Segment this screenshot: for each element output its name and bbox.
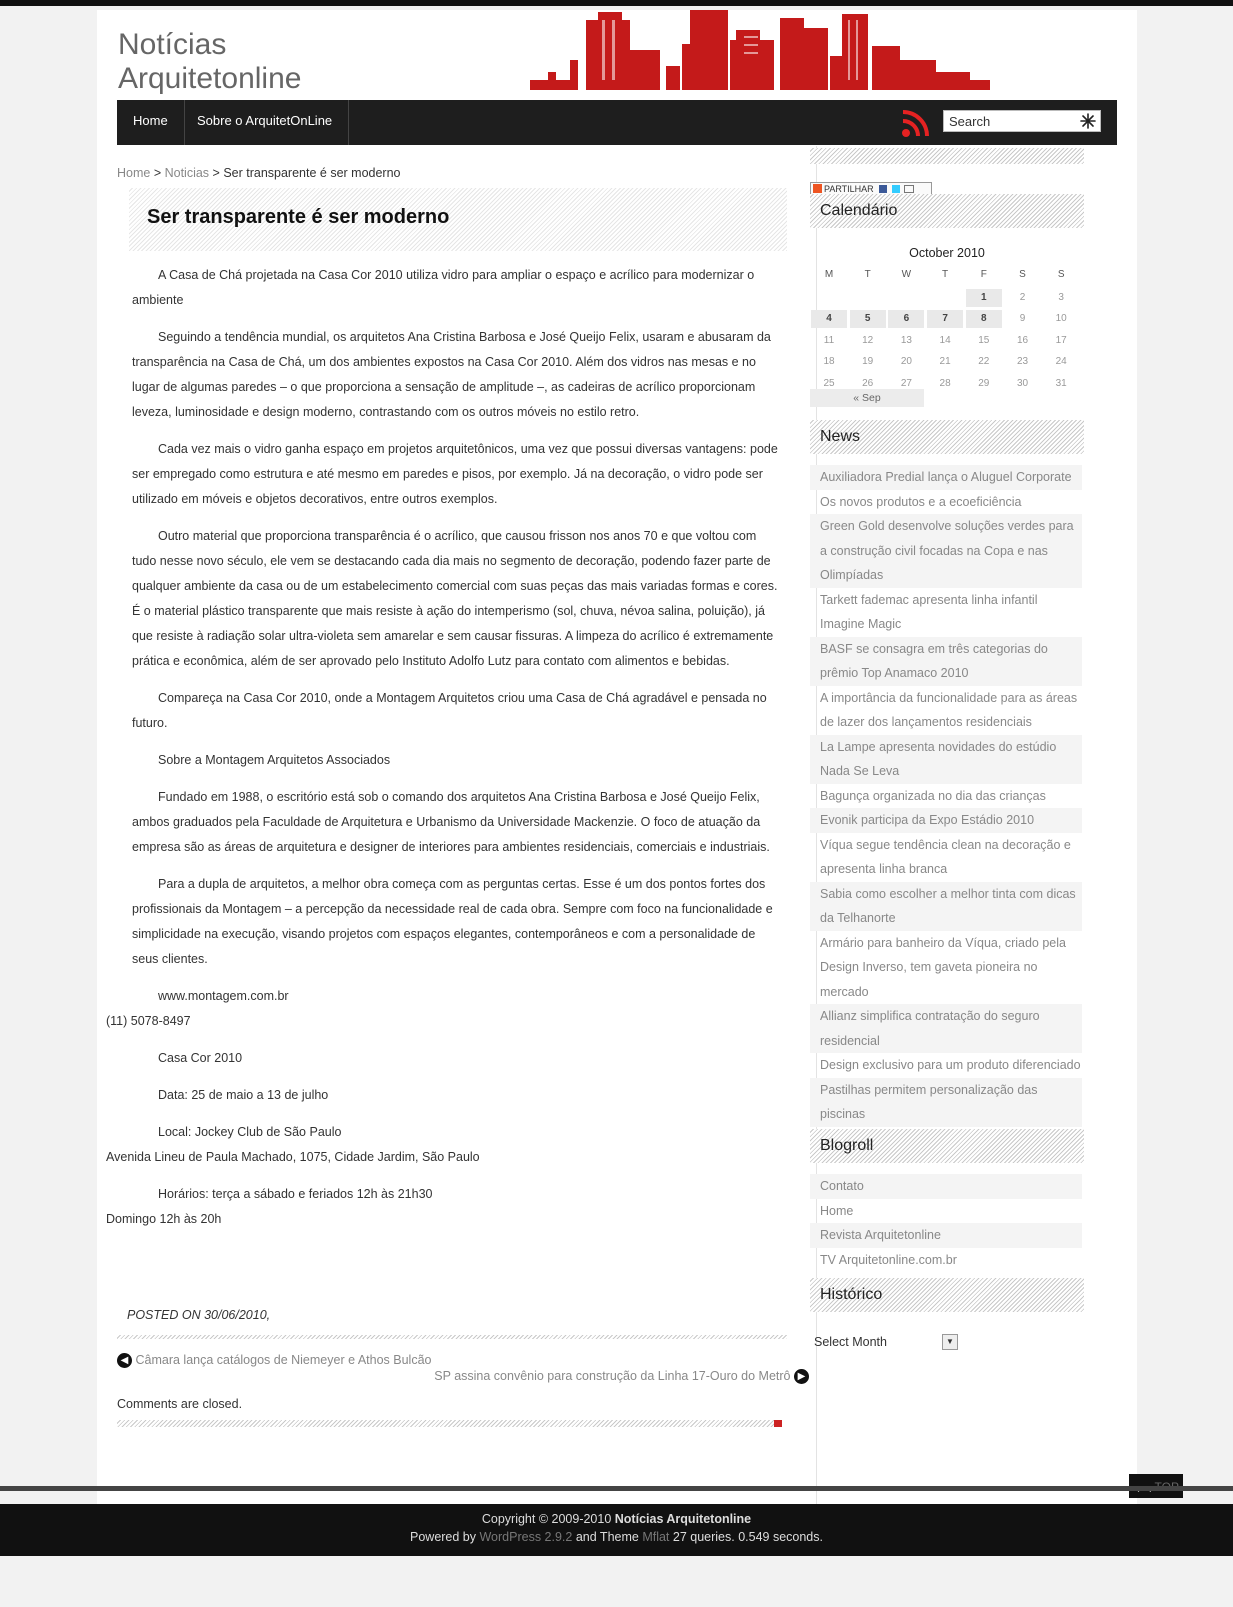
sidebar-top-stripe	[810, 148, 1084, 164]
nav-sobre[interactable]: Sobre o ArquitetOnLine	[181, 100, 349, 145]
news-item[interactable]: Pastilhas permitem personalização das piscinas	[810, 1078, 1082, 1127]
email-icon	[904, 185, 914, 193]
event-location: Local: Jockey Club de São Paulo Avenida Lineu de Paula Machado, 1075, Cidade Jardim, São Paulo	[106, 1125, 480, 1164]
search-box	[943, 110, 1101, 132]
calendar-day[interactable]: 6	[888, 310, 924, 328]
post-paragraph: A Casa de Chá projetada na Casa Cor 2010 utiliza vidro para ampliar o espaço e acrílico para modernizar o ambiente	[132, 268, 755, 307]
news-item[interactable]: Allianz simplifica contratação do seguro residencial	[810, 1004, 1082, 1053]
phone-number: (11) 5078-8497	[106, 1014, 191, 1028]
footer-powered: Powered by WordPress 2.9.2 and Theme Mflat 27 queries. 0.549 seconds.	[410, 1530, 823, 1544]
breadcrumb-current: Ser transparente é ser moderno	[223, 166, 401, 180]
blogroll-item[interactable]: Revista Arquitetonline	[810, 1223, 1082, 1248]
calendar-day: 11	[823, 334, 835, 346]
post-title: Ser transparente é ser moderno	[147, 206, 450, 228]
calendar-weekday: S	[1057, 269, 1065, 280]
comments-closed: Comments are closed.	[117, 1397, 243, 1411]
blogroll-item[interactable]: Home	[820, 1203, 854, 1218]
news-widget-title: News	[810, 420, 1084, 454]
post-title-box	[129, 188, 787, 251]
calendar-day: 14	[939, 334, 951, 346]
skyline-header-image	[530, 10, 990, 90]
next-post-link[interactable]: SP assina convênio para construção da Linha 17-Ouro do Metrô	[434, 1369, 791, 1383]
calendar-day: 24	[1055, 356, 1067, 368]
calendar-day: 25	[823, 377, 835, 389]
calendar-day: 23	[1016, 356, 1029, 368]
post-paragraph: Compareça na Casa Cor 2010, onde a Montagem Arquitetos criou uma Casa de Chá agradável e pensada no futuro.	[132, 691, 767, 730]
blogroll-item[interactable]: TV Arquitetonline.com.br	[820, 1252, 957, 1267]
footer-copyright: Copyright © 2009-2010 Notícias Arquitetonline	[481, 1512, 752, 1526]
post-paragraph: Seguindo a tendência mundial, os arquitetos Ana Cristina Barbosa e José Queijo Felix, usaram e abusaram da transparência na Casa de Chá, um dos ambientes expostos na Casa Cor 2010. Além dos vidros nas mesas e no lugar de algumas paredes – o que proporciona a sensação de amplitude –, as cadeiras de acrílico proporcionam leveza, luminosidade e design moderno, contrastando com os outros móveis no estilo retro.	[132, 330, 771, 419]
website-link[interactable]: www.montagem.com.br	[158, 989, 289, 1003]
event-name: Casa Cor 2010	[158, 1051, 243, 1065]
news-item[interactable]: Tarkett fademac apresenta linha infantil Imagine Magic	[820, 592, 1038, 631]
search-icon[interactable]	[1080, 113, 1096, 129]
calendar-day[interactable]: 5	[850, 310, 886, 328]
event-date: Data: 25 de maio a 13 de julho	[158, 1088, 329, 1102]
chevron-down-icon: ▼	[942, 1334, 958, 1350]
event-hours: Horários: terça a sábado e feriados 12h às 21h30 Domingo 12h às 20h	[106, 1187, 433, 1226]
contact-info	[106, 984, 782, 1034]
news-item[interactable]: Sabia como escolher a melhor tinta com dicas da Telhanorte	[810, 882, 1082, 931]
comments-separator	[117, 1420, 782, 1427]
search-input[interactable]	[944, 111, 1082, 131]
calendar-caption: October 2010	[909, 246, 985, 260]
post-paragraph: Outro material que proporciona transparência é o acrílico, que causou frisson nos anos 70 e que voltou com tudo nesse novo século, ele vem se destacando cada dia mais no segmento de decoração, podendo fazer parte de qualquer ambiente da casa ou de um estabelecimento comercial com suas peças das mais variadas formas e cores. É o material plástico transparente que mais resiste à ação do intemperismo (sol, chuva, névoa salina, poluição), já que resiste à radiação solar ultra-violeta sem amarelar e sem causar fissuras. A limpeza do acrílico é extremamente prática e econômica, além de ser aprovado pelo Instituto Adolfo Lutz para contato com alimentos e bebidas.	[132, 529, 778, 668]
wordpress-link[interactable]: WordPress 2.9.2	[479, 1530, 573, 1544]
breadcrumb: Home > Noticias > Ser transparente é ser moderno	[117, 166, 401, 180]
footer-site-name[interactable]: Notícias Arquitetonline	[614, 1512, 752, 1526]
news-item[interactable]: Green Gold desenvolve soluções verdes para a construção civil focadas na Copa e nas Olimpíadas	[810, 514, 1082, 588]
arrow-left-icon: ◀	[117, 1353, 132, 1368]
calendar-day[interactable]: 4	[811, 310, 847, 328]
arrow-right-icon: ▶	[794, 1369, 809, 1384]
calendar-day: 15	[978, 334, 990, 346]
calendar-day: 21	[939, 356, 951, 368]
calendar-day[interactable]: 8	[966, 310, 1002, 328]
share-plus-icon	[813, 184, 822, 193]
rss-feed-icon[interactable]	[901, 108, 931, 138]
calendar-day[interactable]: 7	[927, 310, 963, 328]
calendar-day: 19	[862, 356, 874, 368]
post-content	[106, 263, 782, 1244]
posted-on: POSTED ON 30/06/2010,	[127, 1308, 271, 1322]
previous-post-link[interactable]: Câmara lança catálogos de Niemeyer e Athos Bulcão	[135, 1353, 432, 1367]
post-paragraph: Para a dupla de arquitetos, a melhor obra começa com as perguntas certas. Esse é um dos pontos fortes dos profissionais da Montagem – a percepção da necessidade real de cada obra. Sempre com foco na funcionalidade e simplicidade na execução, visando projetos com espaços elegantes, contemporâneos e com a personalidade de seus clientes.	[132, 877, 773, 966]
post-paragraph: Fundado em 1988, o escritório está sob o comando dos arquitetos Ana Cristina Barbosa e José Queijo Felix, ambos graduados pela Faculdade de Arquitetura e Urbanismo da Universidade Mackenzie. O foco de atuação da empresa são as áreas de arquitetura e designer de interiores para ambientes residenciais, comerciais e industriais.	[132, 790, 770, 854]
calendar-day: 2	[1019, 292, 1026, 303]
calendar-day[interactable]: 1	[966, 289, 1002, 307]
calendar-day: 18	[823, 356, 835, 368]
archive-widget-title: Histórico	[810, 1278, 1084, 1312]
news-item[interactable]: Design exclusivo para um produto diferenciado	[820, 1058, 1081, 1072]
page-wrapper	[97, 10, 1137, 1504]
calendar-day: 13	[900, 334, 912, 346]
calendar-day: 26	[862, 377, 874, 389]
news-item[interactable]: Auxiliadora Predial lança o Aluguel Corporate	[810, 465, 1082, 490]
calendar-day: 31	[1055, 377, 1067, 389]
previous-post[interactable]	[117, 1353, 431, 1368]
post-paragraph: Sobre a Montagem Arquitetos Associados	[158, 753, 391, 767]
next-post[interactable]	[434, 1369, 809, 1384]
calendar-day: 12	[862, 334, 874, 346]
news-item[interactable]: Armário para banheiro da Víqua, criado pela Design Inverso, tem gaveta pioneira no mercado	[820, 935, 1066, 999]
event-address: Avenida Lineu de Paula Machado, 1075, Cidade Jardim, São Paulo	[106, 1150, 480, 1164]
news-item[interactable]: BASF se consagra em três categorias do prêmio Top Anamaco 2010	[810, 637, 1082, 686]
site-title[interactable]: Notícias Arquitetonline	[118, 28, 302, 95]
news-item[interactable]: Os novos produtos e a ecoeficiência	[820, 494, 1022, 509]
main-navigation	[117, 100, 1117, 145]
event-hours-sunday: Domingo 12h às 20h	[106, 1212, 222, 1226]
calendar-day: 3	[1058, 292, 1064, 303]
calendar-day: 9	[1019, 313, 1026, 325]
blogroll-item[interactable]: Contato	[810, 1174, 1082, 1199]
top-border	[0, 0, 1233, 6]
calendar-widget-title: Calendário	[810, 194, 1084, 228]
footer	[0, 1504, 1233, 1556]
nav-home[interactable]: Home	[117, 100, 185, 145]
calendar-day: 28	[939, 377, 951, 389]
calendar-weekday: M	[824, 269, 834, 280]
news-item[interactable]: La Lampe apresenta novidades do estúdio Nada Se Leva	[810, 735, 1082, 784]
theme-link[interactable]: Mflat	[642, 1530, 670, 1544]
calendar-day: 10	[1055, 313, 1067, 325]
breadcrumb-noticias[interactable]: Noticias	[164, 166, 210, 180]
post-separator	[117, 1335, 787, 1339]
calendar-day: 16	[1016, 334, 1029, 346]
calendar-day: 29	[978, 377, 990, 389]
news-item[interactable]: Víqua segue tendência clean na decoração e apresenta linha branca	[820, 837, 1071, 876]
facebook-icon	[879, 185, 887, 193]
archive-month-select[interactable]: Select Month ▼	[814, 1332, 960, 1352]
news-item[interactable]: A importância da funcionalidade para as áreas de lazer dos lançamentos residenciais	[820, 690, 1078, 729]
calendar-day: 20	[900, 356, 912, 368]
calendar-weekday: S	[1019, 269, 1026, 280]
post-paragraph: Cada vez mais o vidro ganha espaço em projetos arquitetônicos, uma vez que possui diversas vantagens: pode ser empregado como estrutura e até mesmo em paredes e pisos, por exemplo. Já na decoração, o vidro pode ser utilizado em móveis e objetos decorativos, entre outros exemplos.	[132, 442, 778, 506]
share-button[interactable]: PARTILHAR	[810, 182, 932, 196]
calendar-weekday: T	[942, 269, 949, 280]
calendar-weekday: T	[864, 269, 871, 280]
calendar-day: 30	[1016, 377, 1029, 389]
news-item[interactable]: Evonik participa da Expo Estádio 2010	[810, 808, 1082, 833]
news-item[interactable]: Bagunça organizada no dia das crianças	[820, 788, 1046, 803]
twitter-icon	[892, 185, 900, 193]
calendar-prev-month[interactable]: « Sep	[810, 389, 924, 407]
calendar-day: 22	[978, 356, 990, 368]
calendar-day: 17	[1055, 334, 1067, 346]
breadcrumb-home[interactable]: Home	[117, 166, 151, 180]
footer-top-border	[0, 1486, 1233, 1491]
calendar-weekday: W	[901, 269, 912, 280]
calendar-weekday: F	[980, 269, 987, 280]
blogroll-widget-title: Blogroll	[810, 1129, 1084, 1163]
calendar-day: 27	[900, 377, 912, 389]
separator-accent	[774, 1420, 782, 1427]
